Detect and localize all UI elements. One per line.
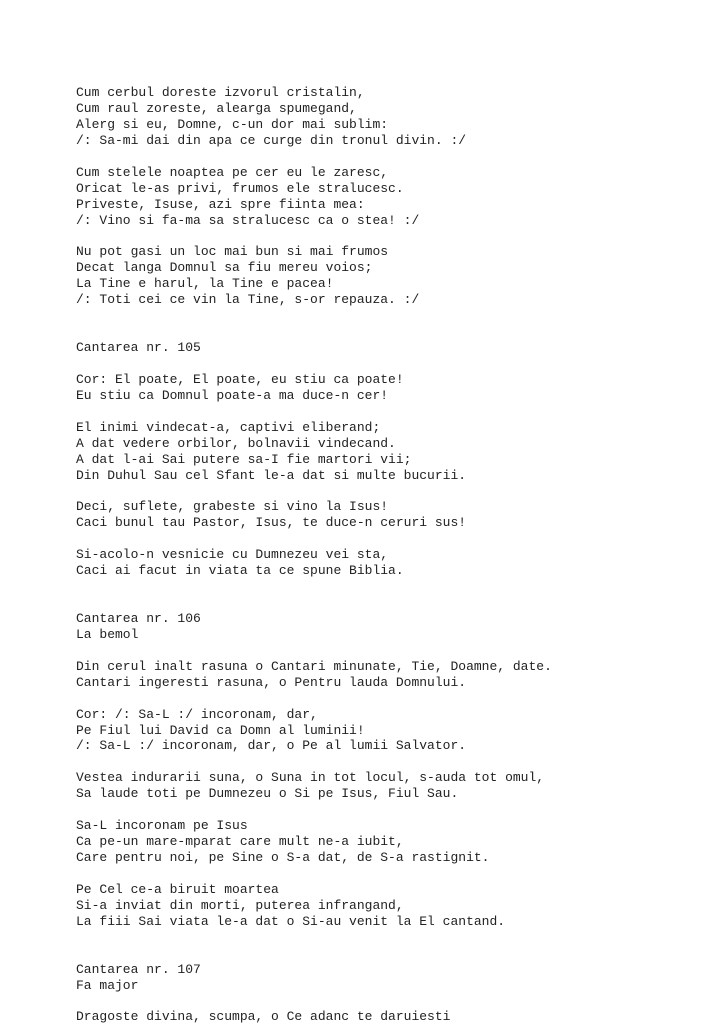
text-line: Dragoste divina, scumpa, o Ce adanc te daruiesti (76, 1009, 451, 1025)
text-line: Caci ai facut in viata ta ce spune Biblia. (76, 563, 404, 579)
text-line: /: Toti cei ce vin la Tine, s-or repauza. :/ (76, 292, 420, 308)
blank-line (76, 930, 676, 946)
text-line: Oricat le-as privi, frumos ele stralucesc. (76, 180, 404, 196)
text-line: Cor: /: Sa-L :/ incoronam, dar, (76, 706, 318, 722)
blank-line (76, 228, 676, 244)
blank-line (76, 866, 676, 882)
text-line: Cor: El poate, El poate, eu stiu ca poate! (76, 371, 404, 387)
text-line: A dat vedere orbilor, bolnavii vindecand. (76, 435, 396, 451)
text-line: Pe Cel ce-a biruit moartea (76, 881, 279, 897)
blank-line (76, 149, 676, 165)
text-line: Si-a inviat din morti, puterea infrangand, (76, 897, 404, 913)
text-line: Nu pot gasi un loc mai bun si mai frumos (76, 244, 389, 260)
blank-line (76, 579, 676, 595)
text-line: Care pentru noi, pe Sine o S-a dat, de S-a rastignit. (76, 850, 490, 865)
text-line: Sa laude toti pe Dumnezeu o Si pe Isus, Fiul Sau. (76, 786, 459, 802)
text-line: Cum raul zoreste, alearga spumegand, (76, 100, 357, 116)
text-line: Decat langa Domnul sa fiu mereu voios; (76, 260, 373, 276)
hymn-text-block (76, 85, 676, 1025)
text-line: La bemol (76, 626, 139, 642)
text-line: Din Duhul Sau cel Sfant le-a dat si multe bucurii. (76, 467, 467, 483)
text-line: Fa major (76, 977, 139, 993)
text-line: Cum stelele noaptea pe cer eu le zaresc, (76, 164, 389, 180)
text-line: /: Sa-mi dai din apa ce curge din tronul divin. :/ (76, 132, 467, 148)
text-line: La fiii Sai viata le-a dat o Si-au venit la El cantand. (76, 913, 506, 929)
text-line: Caci bunul tau Pastor, Isus, te duce-n ceruri sus! (76, 515, 467, 531)
text-line: /: Vino si fa-ma sa stralucesc ca o stea! :/ (76, 212, 420, 228)
text-line: Vestea indurarii suna, o Suna in tot locul, s-auda tot omul, (76, 770, 545, 786)
blank-line (76, 483, 676, 499)
hymn-title: Cantarea nr. 106 (76, 610, 201, 626)
blank-line (76, 404, 676, 420)
text-line: Priveste, Isuse, azi spre fiinta mea: (76, 196, 365, 212)
text-line: Sa-L incoronam pe Isus (76, 818, 248, 834)
text-line: Alerg si eu, Domne, c-un dor mai sublim: (76, 116, 389, 132)
text-line: Cum cerbul doreste izvorul cristalin, (76, 85, 365, 100)
blank-line (76, 308, 676, 324)
text-line: Din cerul inalt rasuna o Cantari minunate, Tie, Doamne, date. (76, 658, 552, 674)
blank-line (76, 946, 676, 962)
hymn-title: Cantarea nr. 107 (76, 961, 201, 977)
hymn-title: Cantarea nr. 105 (76, 340, 201, 355)
blank-line (76, 324, 676, 340)
text-line: Si-acolo-n vesnicie cu Dumnezeu vei sta, (76, 547, 389, 563)
text-line: El inimi vindecat-a, captivi eliberand; (76, 419, 381, 435)
blank-line (76, 802, 676, 818)
text-line: Ca pe-un mare-mparat care mult ne-a iubit, (76, 834, 404, 850)
text-line: Deci, suflete, grabeste si vino la Isus! (76, 499, 389, 515)
blank-line (76, 643, 676, 659)
text-line: La Tine e harul, la Tine e pacea! (76, 276, 334, 292)
blank-line (76, 993, 676, 1009)
blank-line (76, 754, 676, 770)
blank-line (76, 691, 676, 707)
text-line: /: Sa-L :/ incoronam, dar, o Pe al lumii Salvator. (76, 738, 467, 754)
blank-line (76, 356, 676, 372)
text-line: Pe Fiul lui David ca Domn al luminii! (76, 722, 365, 738)
blank-line (76, 531, 676, 547)
blank-line (76, 595, 676, 611)
text-line: Cantari ingeresti rasuna, o Pentru lauda Domnului. (76, 674, 467, 690)
text-line: A dat l-ai Sai putere sa-I fie martori vii; (76, 451, 412, 467)
text-line: Eu stiu ca Domnul poate-a ma duce-n cer! (76, 387, 389, 403)
